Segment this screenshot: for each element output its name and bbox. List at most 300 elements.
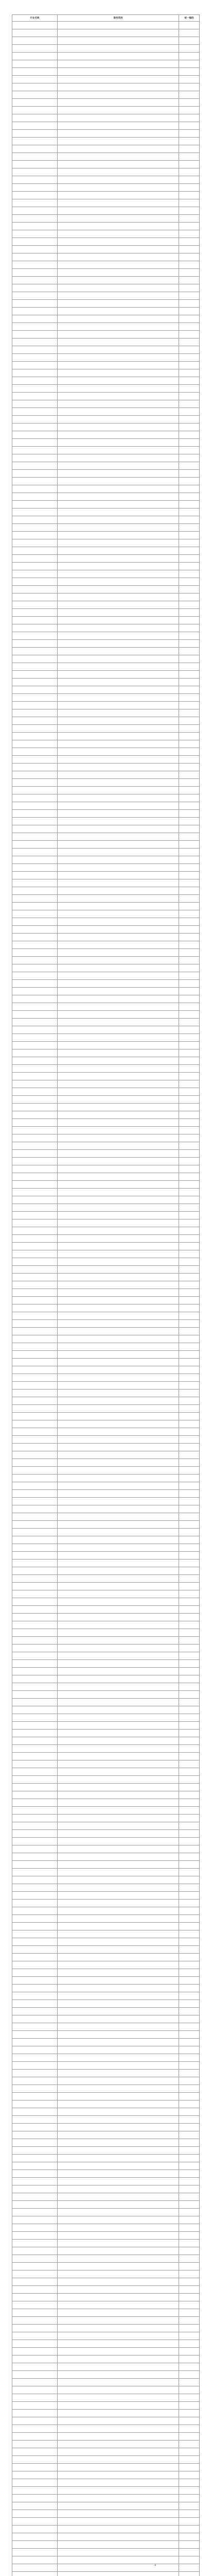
row-name-cell: [12, 2193, 58, 2201]
row-desc-cell: [58, 586, 179, 594]
table-row: [12, 323, 200, 331]
row-desc-cell: [58, 1536, 179, 1544]
row-code-cell: [179, 192, 200, 199]
table-row: [12, 849, 200, 856]
table-row: [12, 1505, 200, 1513]
row-desc-cell: [58, 1374, 179, 1382]
row-code-cell: [179, 114, 200, 122]
row-code-cell: [179, 2379, 200, 2386]
table-row: [12, 1374, 200, 1382]
row-code-cell: [179, 949, 200, 957]
row-name-cell: [12, 269, 58, 277]
row-name-cell: [12, 2131, 58, 2139]
row-code-cell: [179, 1977, 200, 1985]
row-name-cell: [12, 130, 58, 138]
row-code-cell: [179, 918, 200, 926]
row-desc-cell: [58, 308, 179, 315]
row-name-cell: [12, 1374, 58, 1382]
row-name-cell: [12, 1235, 58, 1243]
row-name-cell: [12, 555, 58, 563]
row-desc-cell: [58, 1691, 179, 1699]
row-desc-cell: [58, 2410, 179, 2417]
row-code-cell: [179, 864, 200, 872]
table-row: [12, 246, 200, 253]
row-desc-cell: [58, 748, 179, 756]
table-row: [12, 2232, 200, 2240]
row-desc-cell: [58, 2263, 179, 2270]
row-code-cell: [179, 2100, 200, 2108]
row-code-cell: [179, 849, 200, 856]
table-row: [12, 1266, 200, 1274]
row-code-cell: [179, 1606, 200, 1614]
table-row: [12, 1815, 200, 1822]
row-desc-cell: [58, 2054, 179, 2062]
row-code-cell: [179, 1042, 200, 1049]
table-row: [12, 1737, 200, 1745]
row-code-cell: [179, 1243, 200, 1250]
row-code-cell: [179, 2355, 200, 2363]
row-code-cell: [179, 1451, 200, 1459]
row-code-cell: [179, 1490, 200, 1498]
table-row: [12, 501, 200, 509]
row-code-cell: [179, 1706, 200, 1714]
row-code-cell: [179, 1992, 200, 2000]
row-desc-cell: [58, 478, 179, 485]
row-name-cell: [12, 454, 58, 462]
row-code-cell: [179, 1359, 200, 1366]
row-desc-cell: [58, 941, 179, 949]
table-row: [12, 470, 200, 478]
row-desc-cell: [58, 2533, 179, 2541]
row-name-cell: [12, 1815, 58, 1822]
table-row: [12, 2325, 200, 2332]
row-desc-cell: [58, 2502, 179, 2510]
row-desc-cell: [58, 879, 179, 887]
row-desc-cell: [58, 1057, 179, 1065]
row-desc-cell: [58, 1049, 179, 1057]
row-desc-cell: [58, 2023, 179, 2031]
row-desc-cell: [58, 238, 179, 246]
row-desc-cell: [58, 215, 179, 223]
table-row: [12, 2410, 200, 2417]
row-code-cell: [179, 176, 200, 184]
row-name-cell: [12, 215, 58, 223]
row-desc-cell: [58, 99, 179, 107]
row-name-cell: [12, 717, 58, 725]
row-name-cell: [12, 2100, 58, 2108]
row-name-cell: [12, 462, 58, 470]
row-name-cell: [12, 1351, 58, 1359]
table-row: [12, 2286, 200, 2294]
row-desc-cell: [58, 1614, 179, 1621]
row-code-cell: [179, 346, 200, 354]
table-row: [12, 2077, 200, 2085]
table-row: [12, 1158, 200, 1165]
row-code-cell: [179, 2224, 200, 2232]
row-code-cell: [179, 1900, 200, 1907]
row-code-cell: [179, 2008, 200, 2015]
row-desc-cell: [58, 431, 179, 439]
row-desc-cell: [58, 1351, 179, 1359]
row-code-cell: [179, 1189, 200, 1196]
table-row: [12, 68, 200, 76]
row-code-cell: [179, 2301, 200, 2309]
row-code-cell: [179, 1660, 200, 1668]
row-name-cell: [12, 2441, 58, 2448]
row-desc-cell: [58, 1258, 179, 1266]
table-row: [12, 957, 200, 964]
row-name-cell: [12, 2363, 58, 2371]
row-desc-cell: [58, 934, 179, 941]
row-code-cell: [179, 400, 200, 408]
row-desc-cell: [58, 2224, 179, 2232]
row-name-cell: [12, 315, 58, 323]
row-name-cell: [12, 2085, 58, 2093]
row-code-cell: [179, 1281, 200, 1289]
row-name-cell: [12, 547, 58, 555]
table-row: [12, 1274, 200, 1281]
row-desc-cell: [58, 2278, 179, 2286]
table-row: [12, 1560, 200, 1567]
table-row: [12, 764, 200, 771]
row-name-cell: [12, 1513, 58, 1521]
table-row: [12, 2433, 200, 2441]
table-row: [12, 1088, 200, 1096]
row-desc-cell: [58, 764, 179, 771]
row-code-cell: [179, 1714, 200, 1722]
row-code-cell: [179, 292, 200, 300]
row-code-cell: [179, 2193, 200, 2201]
row-name-cell: [12, 949, 58, 957]
row-name-cell: [12, 1250, 58, 1258]
table-row: [12, 1042, 200, 1049]
row-desc-cell: [58, 1992, 179, 2000]
table-row: [12, 393, 200, 400]
table-row: [12, 1304, 200, 1312]
row-desc-cell: [58, 1784, 179, 1791]
row-code-cell: [179, 1691, 200, 1699]
row-code-cell: [179, 478, 200, 485]
row-code-cell: [179, 447, 200, 454]
row-code-cell: [179, 1946, 200, 1954]
table-row: [12, 1420, 200, 1428]
row-code-cell: [179, 725, 200, 733]
row-desc-cell: [58, 539, 179, 547]
table-row: [12, 555, 200, 563]
table-row: [12, 2124, 200, 2131]
row-desc-cell: [58, 1080, 179, 1088]
row-name-cell: [12, 2386, 58, 2394]
row-desc-cell: [58, 439, 179, 447]
table-row: [12, 964, 200, 972]
row-desc-cell: [58, 1243, 179, 1250]
row-desc-cell: [58, 1722, 179, 1730]
row-name-cell: [12, 2355, 58, 2363]
row-desc-cell: [58, 1869, 179, 1876]
table-row: [12, 949, 200, 957]
table-row: [12, 284, 200, 292]
table-row: [12, 1567, 200, 1575]
row-name-cell: [12, 91, 58, 99]
row-name-cell: [12, 1807, 58, 1815]
row-code-cell: [179, 1073, 200, 1080]
row-code-cell: [179, 709, 200, 717]
table-row: [12, 2394, 200, 2402]
row-name-cell: [12, 1482, 58, 1490]
row-code-cell: [179, 1274, 200, 1281]
row-name-cell: [12, 1189, 58, 1196]
table-row: [12, 292, 200, 300]
row-code-cell: [179, 532, 200, 539]
row-name-cell: [12, 1714, 58, 1722]
row-name-cell: [12, 941, 58, 949]
table-row: [12, 2240, 200, 2247]
row-name-cell: [12, 2031, 58, 2039]
row-code-cell: [179, 1057, 200, 1065]
table-row: [12, 145, 200, 153]
table-row: [12, 377, 200, 385]
row-code-cell: [179, 1366, 200, 1374]
table-row: [12, 539, 200, 547]
row-code-cell: [179, 22, 200, 29]
row-code-cell: [179, 2054, 200, 2062]
table-row: [12, 2216, 200, 2224]
row-code-cell: [179, 369, 200, 377]
table-row: [12, 663, 200, 671]
row-desc-cell: [58, 1544, 179, 1552]
row-desc-cell: [58, 2518, 179, 2526]
table-row: [12, 516, 200, 524]
row-desc-cell: [58, 2062, 179, 2070]
row-code-cell: [179, 1096, 200, 1104]
table-row: [12, 493, 200, 501]
row-code-cell: [179, 624, 200, 632]
row-name-cell: [12, 447, 58, 454]
row-desc-cell: [58, 1529, 179, 1536]
row-name-cell: [12, 277, 58, 284]
row-name-cell: [12, 1266, 58, 1274]
row-code-cell: [179, 1915, 200, 1923]
row-desc-cell: [58, 524, 179, 532]
row-desc-cell: [58, 601, 179, 609]
row-name-cell: [12, 114, 58, 122]
row-name-cell: [12, 2162, 58, 2170]
row-code-cell: [179, 2464, 200, 2471]
row-name-cell: [12, 1467, 58, 1475]
row-desc-cell: [58, 284, 179, 292]
row-name-cell: [12, 485, 58, 493]
row-desc-cell: [58, 1096, 179, 1104]
row-name-cell: [12, 238, 58, 246]
row-code-cell: [179, 609, 200, 617]
row-code-cell: [179, 1560, 200, 1567]
table-row: [12, 1853, 200, 1861]
row-code-cell: [179, 516, 200, 524]
row-desc-cell: [58, 2464, 179, 2471]
row-code-cell: [179, 1475, 200, 1482]
row-desc-cell: [58, 346, 179, 354]
row-desc-cell: [58, 2441, 179, 2448]
row-desc-cell: [58, 2394, 179, 2402]
row-name-cell: [12, 794, 58, 802]
table-row: [12, 2556, 200, 2564]
row-desc-cell: [58, 895, 179, 903]
row-desc-cell: [58, 2317, 179, 2325]
row-name-cell: [12, 2232, 58, 2240]
row-name-cell: [12, 934, 58, 941]
row-name-cell: [12, 369, 58, 377]
row-name-cell: [12, 849, 58, 856]
row-code-cell: [179, 764, 200, 771]
table-row: [12, 2340, 200, 2348]
row-code-cell: [179, 2386, 200, 2394]
row-name-cell: [12, 509, 58, 516]
row-code-cell: [179, 1428, 200, 1436]
row-name-cell: [12, 1536, 58, 1544]
row-name-cell: [12, 2371, 58, 2379]
row-desc-cell: [58, 2170, 179, 2178]
row-name-cell: [12, 60, 58, 68]
row-code-cell: [179, 841, 200, 849]
row-code-cell: [179, 277, 200, 284]
row-code-cell: [179, 509, 200, 516]
row-name-cell: [12, 1212, 58, 1219]
table-row: [12, 2085, 200, 2093]
table-row: [12, 1335, 200, 1343]
row-code-cell: [179, 941, 200, 949]
table-row: [12, 524, 200, 532]
table-row: [12, 153, 200, 161]
row-code-cell: [179, 1320, 200, 1328]
row-name-cell: [12, 1142, 58, 1150]
table-row: [12, 1119, 200, 1127]
row-name-cell: [12, 1281, 58, 1289]
row-desc-cell: [58, 1768, 179, 1776]
table-row: [12, 2209, 200, 2216]
table-row: [12, 45, 200, 53]
row-desc-cell: [58, 1475, 179, 1482]
row-code-cell: [179, 833, 200, 841]
row-code-cell: [179, 168, 200, 176]
row-code-cell: [179, 617, 200, 624]
table-row: [12, 346, 200, 354]
table-row: [12, 1977, 200, 1985]
row-desc-cell: [58, 2039, 179, 2046]
row-code-cell: [179, 1861, 200, 1869]
table-row: [12, 988, 200, 995]
table-row: [12, 570, 200, 578]
row-desc-cell: [58, 207, 179, 215]
table-row: [12, 2487, 200, 2495]
row-code-cell: [179, 1382, 200, 1389]
table-row: [12, 1289, 200, 1297]
row-name-cell: [12, 292, 58, 300]
row-code-cell: [179, 1459, 200, 1467]
row-name-cell: [12, 1745, 58, 1753]
table-row: [12, 176, 200, 184]
row-code-cell: [179, 1961, 200, 1969]
row-desc-cell: [58, 709, 179, 717]
row-name-cell: [12, 331, 58, 338]
table-row: [12, 1227, 200, 1235]
row-name-cell: [12, 107, 58, 114]
row-code-cell: [179, 68, 200, 76]
row-code-cell: [179, 2425, 200, 2433]
table-row: [12, 1189, 200, 1196]
row-desc-cell: [58, 2209, 179, 2216]
table-row: [12, 2363, 200, 2371]
row-name-cell: [12, 2394, 58, 2402]
row-name-cell: [12, 1459, 58, 1467]
table-row: [12, 2425, 200, 2433]
row-name-cell: [12, 764, 58, 771]
row-name-cell: [12, 253, 58, 261]
table-row: [12, 253, 200, 261]
table-row: [12, 423, 200, 431]
row-desc-cell: [58, 338, 179, 346]
row-code-cell: [179, 377, 200, 385]
table-row: [12, 277, 200, 284]
row-code-cell: [179, 1158, 200, 1165]
row-name-cell: [12, 1428, 58, 1436]
row-desc-cell: [58, 1011, 179, 1019]
row-name-cell: [12, 918, 58, 926]
table-row: [12, 1830, 200, 1838]
table-row: [12, 686, 200, 694]
row-code-cell: [179, 1212, 200, 1219]
table-row: [12, 1405, 200, 1413]
row-desc-cell: [58, 1884, 179, 1892]
row-name-cell: [12, 1645, 58, 1652]
row-name-cell: [12, 1683, 58, 1691]
row-name-cell: [12, 1328, 58, 1335]
row-desc-cell: [58, 849, 179, 856]
row-name-cell: [12, 1799, 58, 1807]
row-name-cell: [12, 779, 58, 787]
row-code-cell: [179, 733, 200, 740]
table-row: [12, 910, 200, 918]
table-row: [12, 601, 200, 609]
table-row: [12, 624, 200, 632]
row-name-cell: [12, 1621, 58, 1629]
table-row: [12, 2023, 200, 2031]
row-desc-cell: [58, 37, 179, 45]
row-desc-cell: [58, 1915, 179, 1923]
row-desc-cell: [58, 964, 179, 972]
table-row: [12, 1900, 200, 1907]
row-desc-cell: [58, 107, 179, 114]
row-code-cell: [179, 1830, 200, 1838]
table-row: [12, 2170, 200, 2178]
row-code-cell: [179, 679, 200, 686]
row-desc-cell: [58, 1189, 179, 1196]
row-code-cell: [179, 771, 200, 779]
row-desc-cell: [58, 833, 179, 841]
row-code-cell: [179, 1513, 200, 1521]
row-code-cell: [179, 1760, 200, 1768]
row-code-cell: [179, 2533, 200, 2541]
table-row: [12, 2178, 200, 2185]
row-name-cell: [12, 2046, 58, 2054]
row-code-cell: [179, 995, 200, 1003]
row-name-cell: [12, 161, 58, 168]
row-desc-cell: [58, 91, 179, 99]
row-name-cell: [12, 99, 58, 107]
row-desc-cell: [58, 1645, 179, 1652]
table-row: [12, 1776, 200, 1784]
row-name-cell: [12, 1150, 58, 1158]
row-desc-cell: [58, 2139, 179, 2147]
